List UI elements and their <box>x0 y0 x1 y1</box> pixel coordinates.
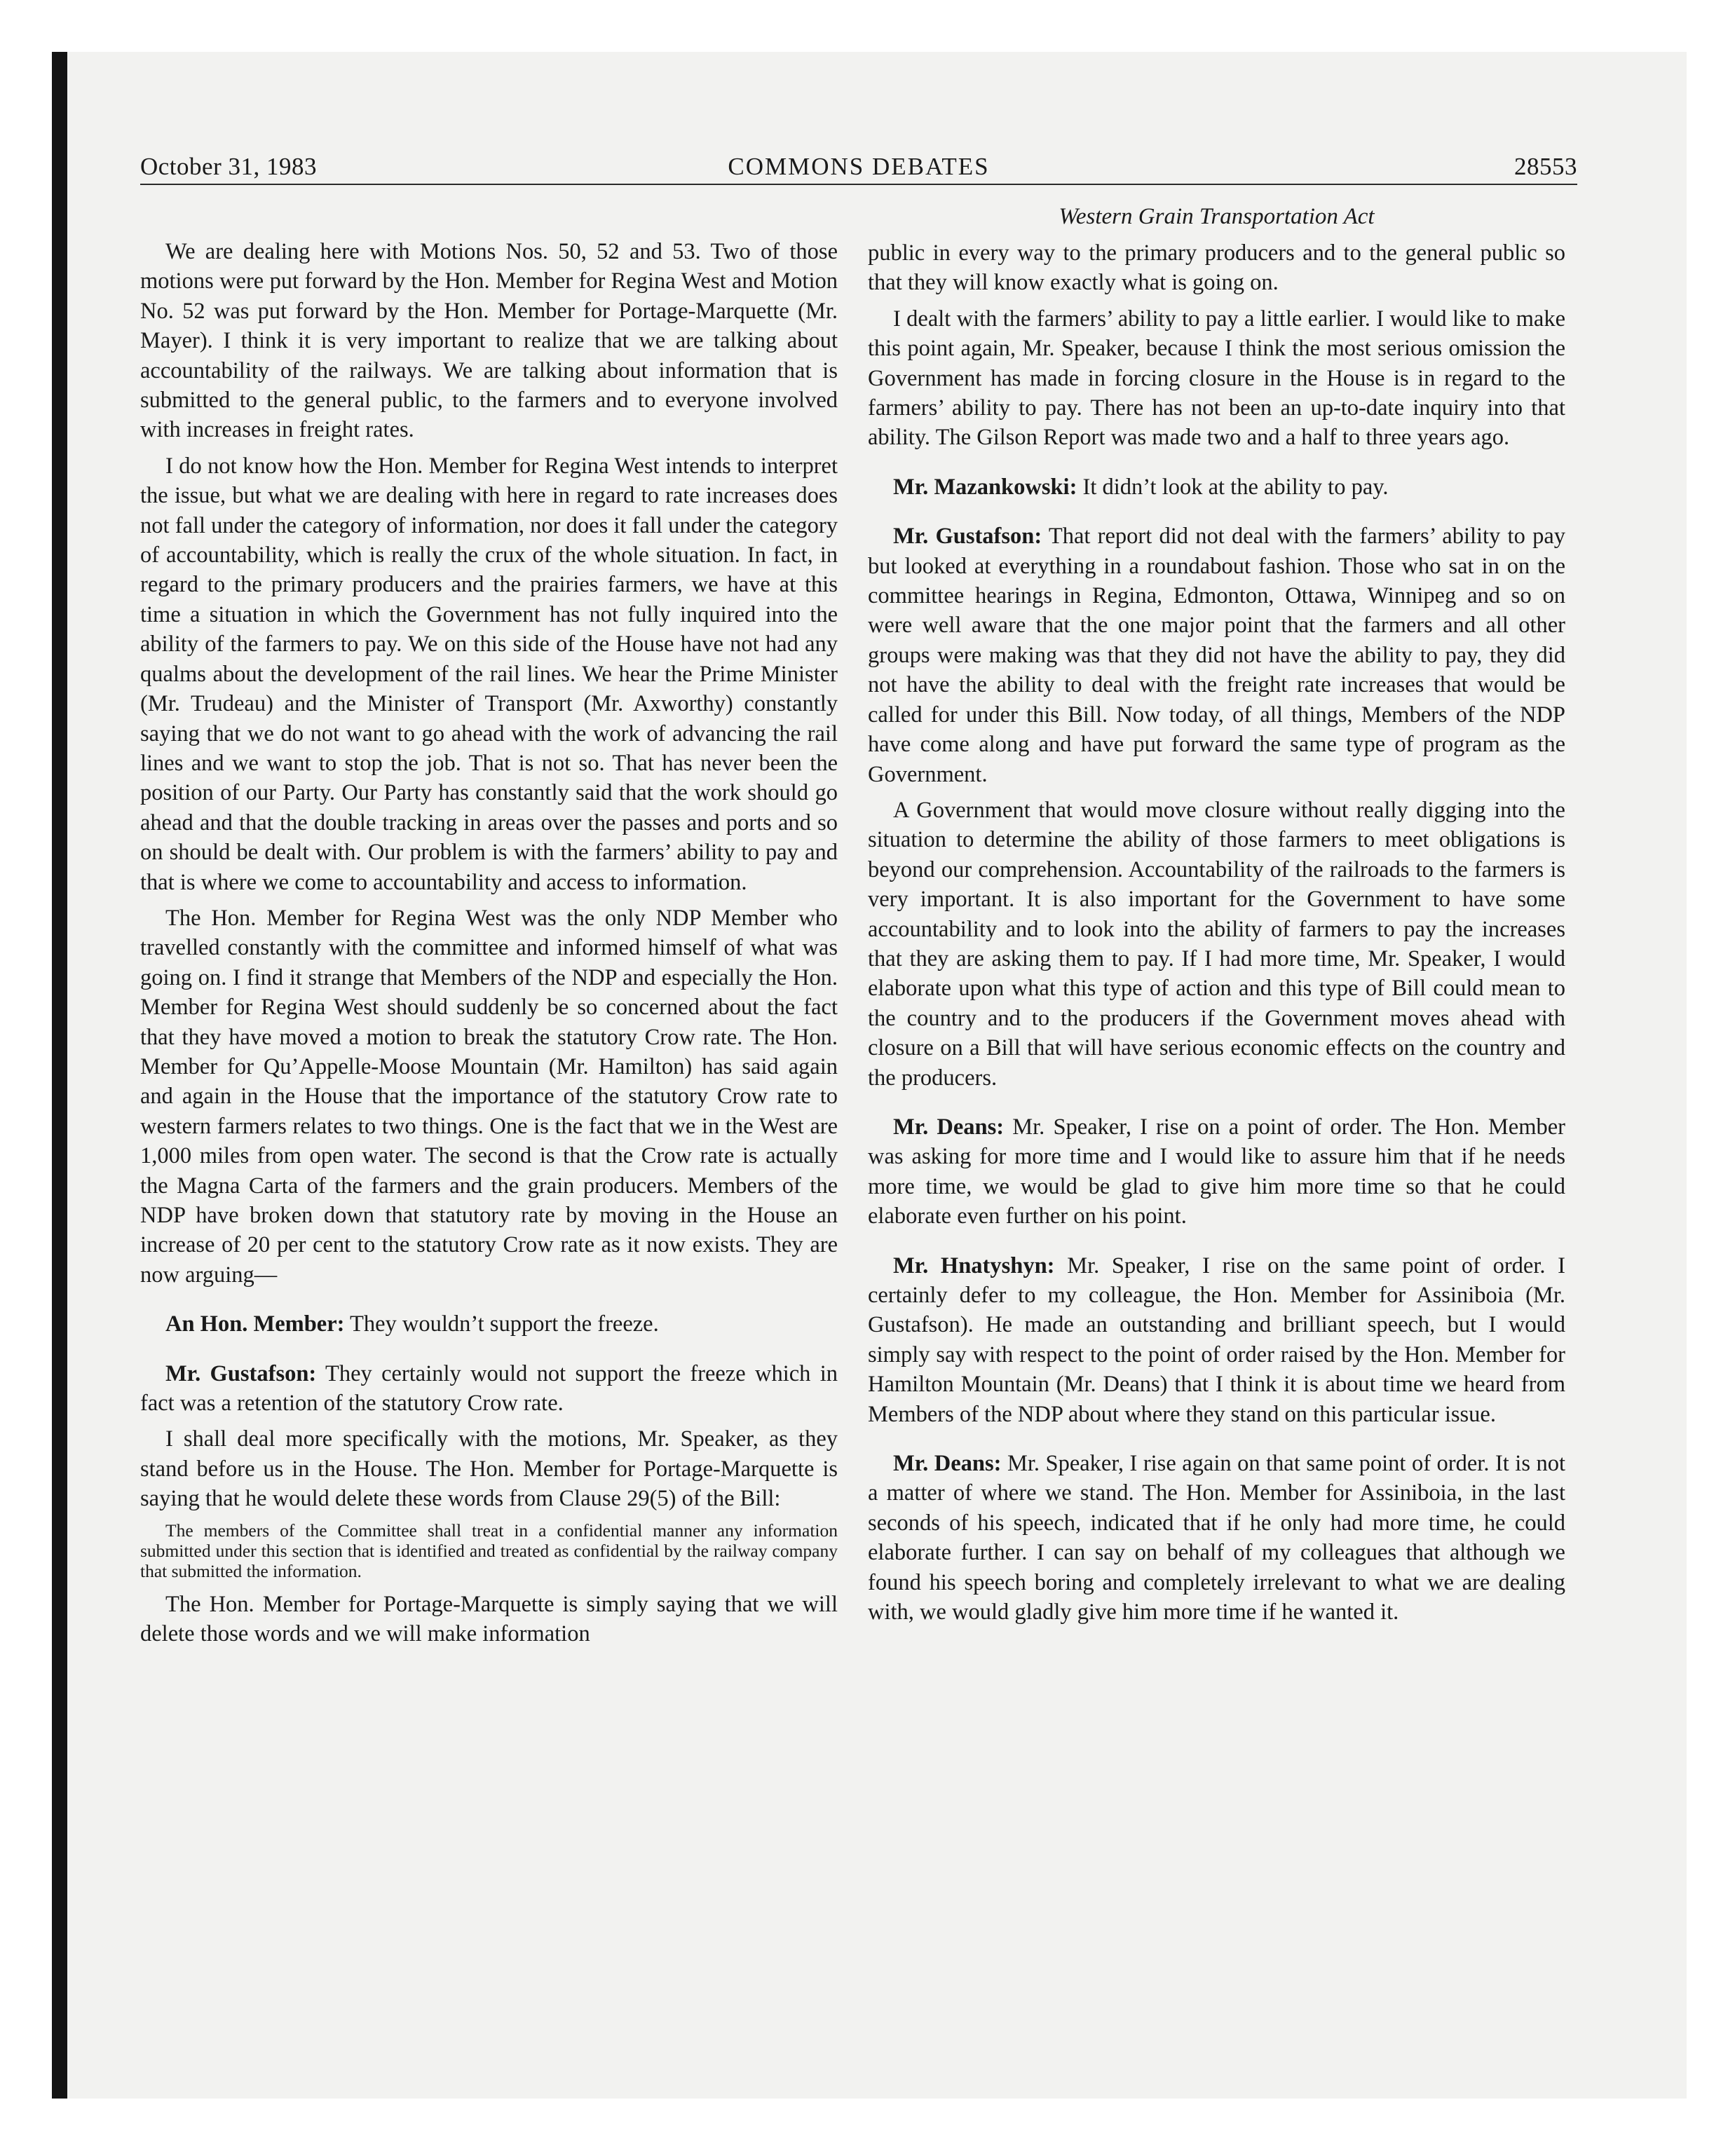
header-date: October 31, 1983 <box>140 153 317 180</box>
running-title: Western Grain Transportation Act <box>1059 204 1375 229</box>
speaker-name: Mr. Gustafson: <box>165 1360 317 1386</box>
speaker-name: Mr. Hnatyshyn: <box>893 1253 1055 1278</box>
speech-text: They wouldn’t support the freeze. <box>350 1311 659 1337</box>
speech-text: Mr. Speaker, I rise on the same point of order. I certainly defer to my colleague, the Hon. Member for Assiniboia (Mr. Gustafson). He made an outstanding and brilliant speech, but I would simply say with respect to the point of order raised by the Hon. Member for Hamilton Mountain (Mr. Deans) that I think it is about time we heard from Members of the NDP about where they stand on this particular issue. <box>868 1253 1566 1427</box>
quoted-clause: The members of the Committee shall treat in a confidential manner any information submitted under this section that is identified and treated as confidential by the railway company that submitted the information. <box>140 1520 838 1581</box>
page-header <box>140 147 1577 186</box>
speaker-name: Mr. Deans: <box>893 1114 1005 1140</box>
speech-paragraph <box>140 1359 838 1419</box>
speech-paragraph <box>868 1112 1565 1231</box>
speech-text: It didn’t look at the ability to pay. <box>1082 474 1389 500</box>
header-page-number: 28553 <box>1514 153 1577 180</box>
paragraph: We are dealing here with Motions Nos. 50, 52 and 53. Two of those motions were put forward by the Hon. Member for Regina West and Motion No. 52 was put forward by the Hon. Member for Portage-Marquette (Mr. Mayer). I think it is very important to realize that we are talking about accountability of the railways. We are talking about information that is submitted to the general public, to the farmers and to everyone involved with increases in freight rates. <box>140 239 838 443</box>
scan-edge-bar <box>52 52 67 2099</box>
paragraph: The Hon. Member for Regina West was the only NDP Member who travelled constantly with the committee and informed himself of what was going on. I find it strange that Members of the NDP and especially the Hon. Member for Regina West should suddenly be so concerned about the fact that they have moved a motion to break the statutory Crow rate. The Hon. Member for Qu’Appelle-Moose Mountain (Mr. Hamilton) has said again and again in the House that the importance of the statutory Crow rate to western farmers relates to two things. One is the fact that we in the West are 1,000 miles from open water. The second is that the Crow rate is actually the Magna Carta of the farmers and the grain producers. Members of the NDP have broken down that statutory rate by moving in the House an increase of 20 per cent to the statutory Crow rate as it now exists. They are now arguing— <box>140 905 838 1288</box>
paragraph: A Government that would move closure without really digging into the situation to determine the ability of those farmers to meet obligations is beyond our comprehension. Accountability of the railroads to the farmers is very important. It is also important for the Government to have some accountability and to look into the ability of farmers to pay the increases that they are asking them to pay. If I had more time, Mr. Speaker, I would elaborate upon what this type of action and this type of Bill could mean to the country and to the producers if the Government moves ahead with closure on a Bill that will have serious economic effects on the country and the producers. <box>868 797 1565 1091</box>
speech-paragraph <box>868 521 1565 789</box>
speaker-name: Mr. Gustafson: <box>893 524 1042 550</box>
paragraph: I shall deal more specifically with the motions, Mr. Speaker, as they stand before us in the House. The Hon. Member for Portage-Marquette is saying that he would delete these words from Clause 29(5) of the Bill: <box>140 1426 838 1512</box>
speaker-name: An Hon. Member: <box>165 1311 345 1337</box>
speech-text: That report did not deal with the farmers’ ability to pay but looked at everything in a roundabout fashion. Those who sat in on the committee hearings in Regina, Edmonton, Ottawa, Winnipeg and so on were well aware that the one major point that the farmers and all other groups were making was that they did not have the ability to pay, they did not have the ability to deal with the freight rate increases that would be called for under this Bill. Now today, of all things, Members of the NDP have come along and have put forward the same type of program as the Government. <box>868 524 1565 787</box>
speaker-name: Mr. Deans: <box>893 1451 1002 1477</box>
speech-text: Mr. Speaker, I rise on a point of order. The Hon. Member was asking for more time and I would like to assure him that if he needs more time, we would be glad to give him more time so that he could elaborate even further on his point. <box>868 1114 1566 1229</box>
speech-paragraph <box>140 1309 838 1339</box>
right-column <box>868 189 1565 1633</box>
paragraph: The Hon. Member for Portage-Marquette is simply saying that we will delete those words and we will make information <box>140 1591 838 1647</box>
speaker-name: Mr. Mazankowski: <box>893 474 1077 500</box>
speech-paragraph <box>868 1251 1565 1429</box>
paragraph: I dealt with the farmers’ ability to pay a little earlier. I would like to make this point again, Mr. Speaker, because I think the most serious omission the Government has made in forcing closure in the House is in regard to the farmers’ ability to pay. There has not been an up-to-date inquiry into that ability. The Gilson Report was made two and a half to three years ago. <box>868 306 1565 451</box>
paragraph: public in every way to the primary producers and to the general public so that they will know exactly what is going on. <box>868 240 1565 296</box>
speech-paragraph <box>868 472 1565 502</box>
left-column <box>140 237 838 1655</box>
header-title: COMMONS DEBATES <box>728 153 990 180</box>
speech-paragraph <box>868 1449 1565 1627</box>
paragraph: I do not know how the Hon. Member for Regina West intends to interpret the issue, but what we are dealing with here in regard to rate increases does not fall under the category of information, nor does it fall under the category of accountability, which is really the crux of the whole situation. In fact, in regard to the primary producers and the prairies farmers, we have at this time a situation in which the Government has not fully inquired into the ability of the farmers to pay. We on this side of the House have not had any qualms about the development of the rail lines. We hear the Prime Minister (Mr. Trudeau) and the Minister of Transport (Mr. Axworthy) constantly saying that we do not want to go ahead with the work of advancing the rail lines and we want to stop the job. That is not so. That has never been the position of our Party. Our Party has constantly said that the work should go ahead and that the double tracking in areas over the passes and ports and so on should be dealt with. Our problem is with the farmers’ ability to pay and that is where we come to accountability and access to information. <box>140 453 838 895</box>
speech-text: Mr. Speaker, I rise again on that same point of order. It is not a matter of where we stand. The Hon. Member for Assiniboia, in the last seconds of his speech, indicated that if he only had more time, he could elaborate further. I can say on behalf of my colleagues that although we found his speech boring and completely irrelevant to what we are dealing with, we would gladly give him more time if he wanted it. <box>868 1451 1566 1625</box>
speech-text: They certainly would not support the freeze which in fact was a retention of the statutory Crow rate. <box>140 1360 838 1417</box>
header-rule <box>140 184 1577 185</box>
